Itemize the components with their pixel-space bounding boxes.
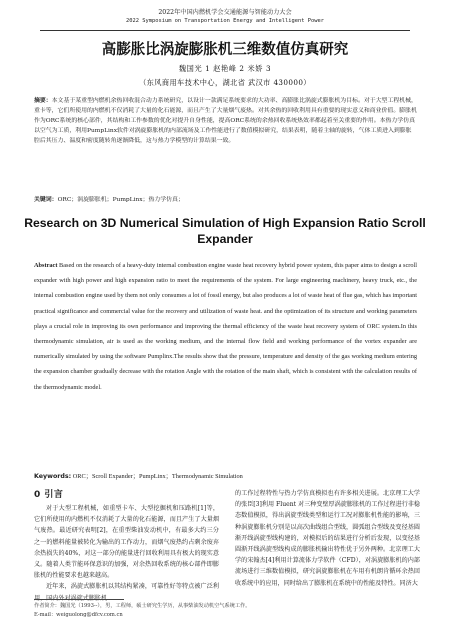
- header-divider: [40, 30, 410, 31]
- conference-name-zh: 2022年中国内燃机学会交通能源与智能动力大会: [158, 9, 292, 16]
- section-heading-intro: 0 引言: [34, 490, 64, 500]
- paper-title-en: Research on 3D Numerical Simulation of High Expansion Ratio Scroll Expander: [24, 216, 426, 246]
- keywords-zh-label: 关键词：: [34, 197, 58, 203]
- keywords-en: [34, 471, 417, 480]
- abstract-en: [34, 258, 417, 395]
- abstract-zh-label: 摘要：: [34, 98, 52, 104]
- keywords-zh-text: ORC；涡旋膨胀机；PumpLinx；热力学仿真；: [57, 197, 184, 203]
- conference-name-en: 2022 Symposium on Transportation Energy and Intelligent Power: [126, 18, 324, 24]
- keywords-zh: [34, 194, 417, 203]
- intro-paragraph-2: 近年来，涡旋式膨胀机以其结构紧凑，可靠性好等特点被广泛利用，国内外对涡旋式膨胀机: [34, 583, 219, 602]
- body-column-right: [235, 488, 420, 589]
- author-list: 魏国光 1 赵艳峰 2 米娇 3: [178, 64, 272, 73]
- abstract-zh-text: 本文基于某重型内燃机余热回收混合动力系统研究，以设计一款满足系统要求的大功率、高膨胀比涡旋式膨胀机为目标。对于大型工程机械，重卡等，它们所使用的内燃机不仅消耗了大量的化石能源，而且产生了大量烟气废热。对其余热的回收利用具有重要的现实意义和商业价值。膨胀机作为ORC系统的核心部件，其结构和工作参数的优化对提升自身性能，提高ORC系统的余热回收系统热效率都起着至关重要的作用。本热力学仿真以空气为工质，利用PumpLinx软件对涡旋膨胀机的内部流场及工作性能进行了数值模拟研究，结果表明，随着主轴的旋转，气体工质进入到膨胀腔后其压力、温度和密度随转角逐渐降低，这与热力学模型的计算结果一致。: [34, 98, 417, 145]
- abstract-en-label: Abstract: [34, 262, 58, 269]
- intro-paragraph-3: 的工作过程特性与热力学仿真模拟也有许多相关进展。北京理工大学的张臣[3]利用 Fluent 对三种变壁厚涡旋膨胀机的工作过程进行非稳态数值模拟，得出涡旋型线类型和运行工况对膨胀机性能的影响，三种涡旋膨胀机分别是以高次曲线组合型线，圆弧组合型线及变径基圆渐开线涡旋型线构建的，对模拟后的结果进行分析后发现，以变径基圆渐开线涡旋型线构成的膨胀机输出特性优于另外两种。北京理工大学的宋翰杰[4]利用计算流体力学软件（CFD），对涡旋膨胀机的内部流场进行三维数值模拟，研究涡旋膨胀机在车用有机朗肯循环余热回收系统中的应用，同时给出了膨胀机在系统中的性能及特性。同济大: [235, 490, 420, 587]
- author-affiliation: （东风商用车技术中心，湖北省 武汉市 430000）: [139, 78, 311, 87]
- footnote-bio: 作者简介：魏国光（1993--），男，工程师，硕士研究生学历，从事柴油发动机空气系统工作。: [34, 603, 251, 609]
- footnote-divider: [34, 599, 124, 600]
- conference-header: [0, 9, 450, 25]
- author-footnote: [34, 602, 417, 620]
- keywords-en-label: Keywords:: [34, 473, 72, 480]
- paper-title-zh: 高膨胀比涡旋膨胀机三维数值仿真研究: [101, 42, 349, 58]
- abstract-en-text: Based on the research of a heavy-duty internal combustion engine waste heat recovery hybrid power system, this paper aims to design a scroll expander with high power and high expansion ratio to meet the requirements of the system. For large engineering machinery, heavy truck, etc., the internal combustion engine used by them not only consumes a lot of fossil energy, but also produces a lot of waste heat of flue gas, which has important practical significance and commercial value for the recovery and utilization of waste heat. and the optimization of its structure and working parameters plays a crucial role in improving its own performance and improving the thermal efficiency of the waste heat recovery system of ORC system.In this thermodynamic simulation, air is used as the working medium, and the internal flow field and working performance of the vortex expander are numerically simulated by using the software Pumplinx.The results show that the pressure, temperature and density of the gas working medium entering the expansion chamber gradually decrease with the rotation Angle with the rotation of the main shaft, which is consistent with the calculation results of the thermodynamic model.: [34, 262, 417, 391]
- keywords-en-text: ORC；Scroll Expander；PumpLinx；Thermodynamic Simulation: [72, 473, 243, 480]
- intro-paragraph-1: 对于大型工程机械，如重型卡车、大型挖掘机和压路机[1]等，它们所使用的内燃机不仅消耗了大量的化石能源，而且产生了大量烟气废热。最近研究表明[2]，在重型柴油发动机中，有最多大约三分之一的燃料能量被转化为输出的工作动力，而烟气废热约占剩余废弃余热损失的40%，对这一部分的能量进行回收利用具有极大的现实意义。随着人类节能环保意识的加强，对余热回收系统的核心部件即膨胀机的性能要求也越来越高。: [34, 505, 219, 580]
- body-column-left: [34, 488, 219, 604]
- abstract-zh: [34, 96, 417, 146]
- footnote-email: E-mail：weiguolong@dfcv.com.cn: [34, 611, 123, 618]
